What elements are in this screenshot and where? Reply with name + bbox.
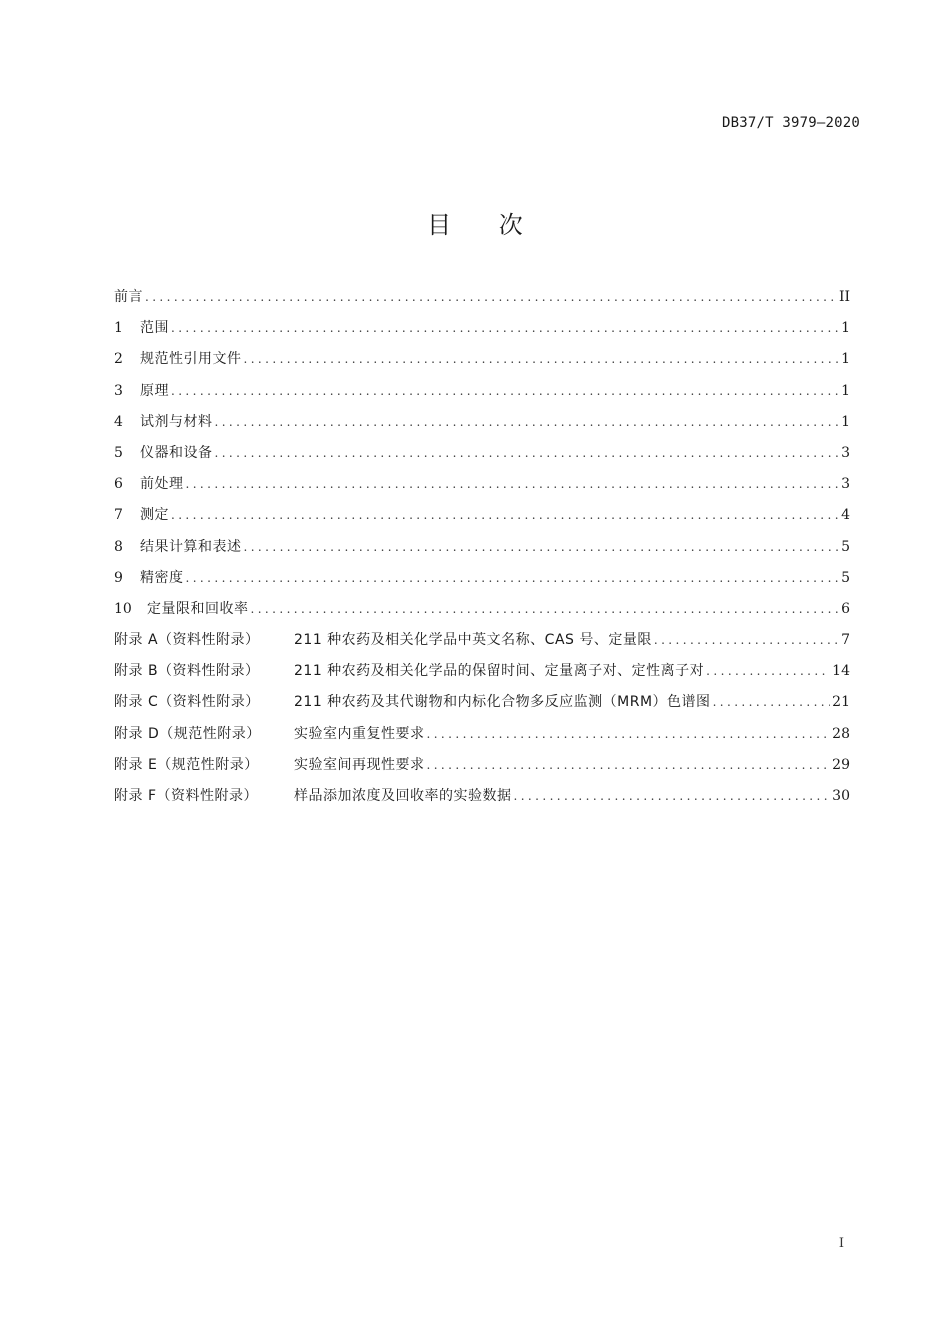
toc-entry-number: 1 <box>114 320 123 337</box>
toc-entry-normative-references[interactable] <box>114 344 850 375</box>
toc-leader-dots <box>171 376 839 407</box>
toc-entry-apparatus[interactable] <box>114 438 850 469</box>
toc-entry-appendix-f[interactable] <box>114 781 850 812</box>
toc-entry-page: 5 <box>841 569 850 586</box>
toc-entry-precision[interactable] <box>114 563 850 594</box>
toc-entry-number: 5 <box>114 444 123 461</box>
toc-leader-dots <box>654 625 839 656</box>
toc-entry-label: 精密度 <box>140 569 184 586</box>
toc-entry-appendix-a[interactable] <box>114 625 850 656</box>
toc-entry-label: 211 种农药及相关化学品中英文名称、CAS 号、定量限 <box>294 632 652 649</box>
toc-entry-label: 结果计算和表述 <box>140 538 242 555</box>
toc-appendix-prefix: 附录 E（规范性附录） <box>114 756 259 773</box>
standard-code: DB37/T 3979—2020 <box>721 115 860 131</box>
toc-entry-label: 定量限和回收率 <box>147 600 249 617</box>
toc-entry-foreword[interactable] <box>114 282 850 313</box>
toc-entry-reagents[interactable] <box>114 407 850 438</box>
toc-appendix-prefix: 附录 A（资料性附录） <box>114 632 260 649</box>
toc-entry-label: 前处理 <box>140 476 184 493</box>
toc-entry-appendix-d[interactable] <box>114 719 850 750</box>
toc-leader-dots <box>514 781 831 812</box>
toc-entry-page: 1 <box>841 320 850 337</box>
toc-entry-page: 3 <box>841 444 850 461</box>
toc-entry-number: 2 <box>114 351 123 368</box>
toc-entry-quantitation-limit[interactable] <box>114 594 850 625</box>
toc-entry-scope[interactable] <box>114 313 850 344</box>
page-title: 目 次 <box>427 211 543 239</box>
toc-entry-label: 测定 <box>140 507 169 524</box>
toc-entry-page: 30 <box>832 788 850 804</box>
toc-entry-label: 仪器和设备 <box>140 444 213 461</box>
toc-entry-number: 10 <box>114 600 132 617</box>
toc-entry-page: 1 <box>841 351 850 368</box>
toc-leader-dots <box>215 438 840 469</box>
toc-entry-page: 4 <box>841 507 850 524</box>
toc-entry-page: 3 <box>841 476 850 493</box>
toc-entry-label: 211 种农药及其代谢物和内标化合物多反应监测（MRM）色谱图 <box>294 694 711 711</box>
toc-entry-number: 9 <box>114 569 123 586</box>
toc-entry-label: 211 种农药及相关化学品的保留时间、定量离子对、定性离子对 <box>294 663 705 680</box>
toc-leader-dots <box>244 532 840 563</box>
toc-entry-page: 5 <box>841 538 850 555</box>
toc-leader-dots <box>251 594 840 625</box>
toc-leader-dots <box>215 407 840 438</box>
toc-entry-label: 范围 <box>140 320 169 337</box>
toc-entry-appendix-b[interactable] <box>114 656 850 687</box>
toc-entry-determination[interactable] <box>114 500 850 531</box>
toc-entry-label: 规范性引用文件 <box>140 351 242 368</box>
toc-entry-number: 7 <box>114 507 123 524</box>
toc-leader-dots <box>171 500 839 531</box>
toc-appendix-prefix: 附录 F（资料性附录） <box>114 788 259 804</box>
toc-entry-label: 实验室内重复性要求 <box>294 725 425 742</box>
toc-leader-dots <box>713 687 831 718</box>
toc-leader-dots <box>427 750 831 781</box>
toc-entry-number: 4 <box>114 413 123 430</box>
toc-entry-label: 原理 <box>140 382 169 399</box>
toc-appendix-prefix: 附录 C（资料性附录） <box>114 694 260 711</box>
toc-entry-page: II <box>838 289 850 305</box>
toc-leader-dots <box>186 563 840 594</box>
toc-leader-dots <box>427 719 831 750</box>
toc-entry-page: 21 <box>832 694 850 711</box>
toc-entry-page: 29 <box>832 756 850 773</box>
toc-entry-page: 14 <box>832 663 850 680</box>
toc-entry-label: 试剂与材料 <box>140 413 213 430</box>
toc-entry-page: 7 <box>841 632 850 649</box>
toc-entry-appendix-c[interactable] <box>114 687 850 718</box>
toc-entry-pretreatment[interactable] <box>114 469 850 500</box>
toc-entry-number: 3 <box>114 382 123 399</box>
toc-leader-dots <box>171 313 839 344</box>
toc-entry-label: 前言 <box>114 289 143 305</box>
toc-entry-appendix-e[interactable] <box>114 750 850 781</box>
toc-leader-dots <box>244 344 840 375</box>
toc-entry-page: 1 <box>841 382 850 399</box>
toc-leader-dots <box>145 282 837 313</box>
toc-appendix-prefix: 附录 B（资料性附录） <box>114 663 260 680</box>
toc-leader-dots <box>186 469 840 500</box>
toc-leader-dots <box>706 656 830 687</box>
toc-entry-principle[interactable] <box>114 376 850 407</box>
toc-appendix-prefix: 附录 D（规范性附录） <box>114 725 261 742</box>
table-of-contents <box>114 282 850 812</box>
toc-entry-label: 实验室间再现性要求 <box>294 756 425 773</box>
toc-entry-page: 28 <box>832 725 850 742</box>
toc-entry-page: 6 <box>841 600 850 617</box>
toc-entry-page: 1 <box>841 413 850 430</box>
page-number: I <box>838 1236 844 1251</box>
toc-entry-label: 样品添加浓度及回收率的实验数据 <box>294 788 512 804</box>
toc-entry-calculation[interactable] <box>114 532 850 563</box>
toc-entry-number: 8 <box>114 538 123 555</box>
toc-entry-number: 6 <box>114 476 123 493</box>
